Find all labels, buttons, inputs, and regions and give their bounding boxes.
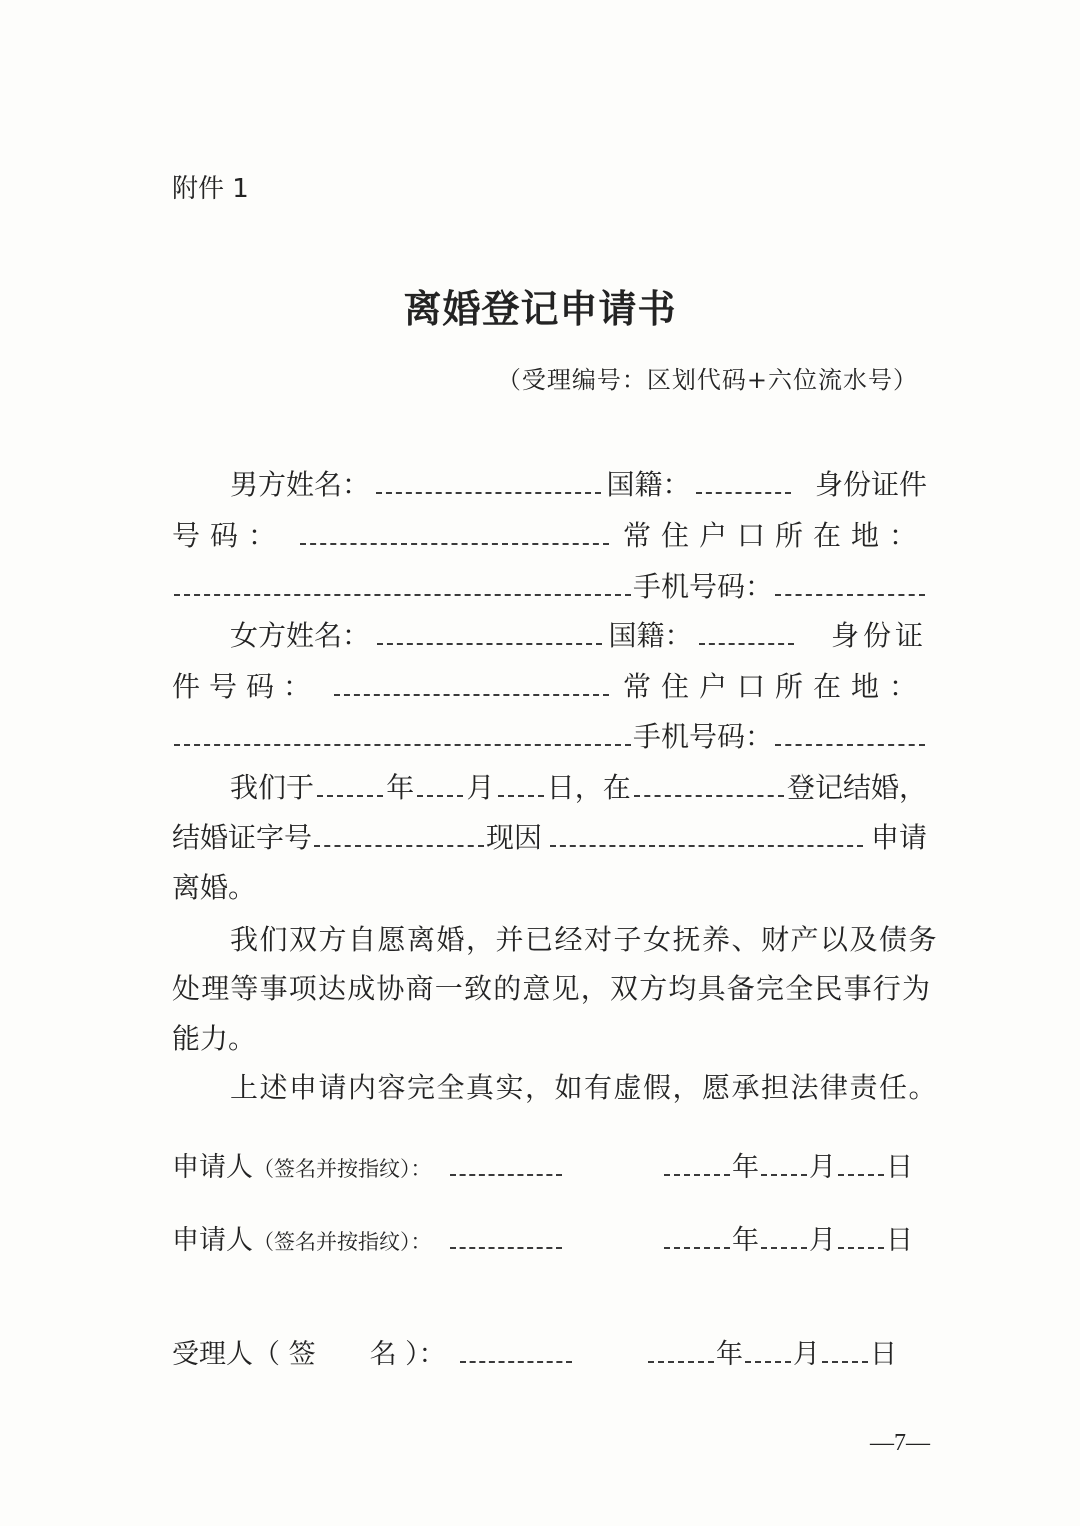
- male-row-2: [172, 516, 927, 556]
- female-nationality-label: 国籍：: [608, 619, 693, 652]
- male-name-label: 男方姓名：: [230, 468, 371, 501]
- female-id-label-b: 件号码：: [172, 670, 321, 703]
- male-phone-field[interactable]: [775, 578, 925, 596]
- day-label: 日: [886, 1225, 913, 1256]
- applicant-2-row: [172, 1221, 564, 1262]
- male-id-field[interactable]: [300, 527, 609, 545]
- male-residence-field[interactable]: [174, 578, 631, 596]
- marriage-cert-field[interactable]: [314, 829, 484, 847]
- marriage-registered-label: 登记结婚，: [786, 771, 927, 804]
- applicant-2-date: [662, 1221, 913, 1261]
- applicant-1-day-field[interactable]: [838, 1158, 884, 1176]
- male-id-label-b: 号码：: [172, 519, 287, 552]
- year-label: 年: [732, 1225, 759, 1256]
- female-name-field[interactable]: [377, 627, 602, 645]
- female-residence-field[interactable]: [174, 728, 631, 746]
- male-residence-label: 常住户口所在地：: [622, 519, 927, 552]
- clerk-row: [172, 1335, 574, 1375]
- female-nationality-field[interactable]: [699, 627, 794, 645]
- marriage-divorce-text: 离婚。: [172, 871, 257, 904]
- female-row-1: [230, 616, 927, 656]
- marriage-cert-label: 结婚证字号: [172, 821, 313, 854]
- applicant-2-day-field[interactable]: [838, 1231, 884, 1249]
- month-label: 月: [793, 1339, 820, 1370]
- acceptance-number-note: （受理编号：区划代码+六位流水号）: [496, 366, 918, 394]
- marriage-reason-label: 现因: [486, 821, 543, 854]
- marriage-year-field[interactable]: [317, 779, 383, 797]
- day-label: 日: [886, 1152, 913, 1183]
- female-phone-label: 手机号码：: [632, 720, 773, 753]
- month-label: 月: [809, 1225, 836, 1256]
- male-phone-label: 手机号码：: [632, 570, 773, 603]
- page-number: —7—: [870, 1430, 930, 1456]
- clerk-signature-field[interactable]: [460, 1345, 572, 1363]
- marriage-day-field[interactable]: [498, 779, 544, 797]
- marriage-place-field[interactable]: [634, 779, 784, 797]
- clerk-label: 受理人（ 签 名 ）：: [172, 1339, 446, 1370]
- applicant-1-note: （签名并按指纹）：: [253, 1157, 432, 1181]
- marriage-row-2: [172, 818, 927, 858]
- attachment-label: 附件 1: [172, 174, 249, 204]
- applicant-2-label: 申请人: [172, 1225, 253, 1256]
- marriage-row-1: [230, 768, 927, 808]
- male-id-label-a: 身份证件: [814, 468, 927, 501]
- clerk-month-field[interactable]: [745, 1345, 791, 1363]
- marriage-month-field[interactable]: [417, 779, 463, 797]
- applicant-1-signature-field[interactable]: [450, 1158, 562, 1176]
- female-name-label: 女方姓名：: [230, 619, 371, 652]
- applicant-1-date: [662, 1148, 913, 1188]
- male-nationality-field[interactable]: [696, 476, 791, 494]
- marriage-reason-field[interactable]: [550, 829, 863, 847]
- clerk-day-field[interactable]: [822, 1345, 868, 1363]
- statement-line-3: 能力。: [172, 1022, 257, 1055]
- marriage-apply-label: 申请: [870, 821, 927, 854]
- female-residence-label: 常住户口所在地：: [622, 670, 927, 703]
- applicant-1-row: [172, 1148, 564, 1189]
- female-row-2: [172, 667, 927, 707]
- male-row-1: [230, 465, 927, 505]
- month-label: 月: [809, 1152, 836, 1183]
- female-id-label-a: 身份证: [830, 619, 927, 652]
- applicant-2-year-field[interactable]: [664, 1231, 730, 1249]
- applicant-2-month-field[interactable]: [761, 1231, 807, 1249]
- declaration-text: 上述申请内容完全真实，如有虚假，愿承担法律责任。: [230, 1071, 939, 1104]
- applicant-2-signature-field[interactable]: [450, 1231, 562, 1249]
- male-nationality-label: 国籍：: [606, 468, 691, 501]
- statement-line-1: 我们双方自愿离婚，并已经对子女抚养、财产以及债务: [230, 923, 939, 956]
- statement-line-2: 处理等事项达成协商一致的意见，双方均具备完全民事行为: [172, 972, 932, 1005]
- female-phone-field[interactable]: [775, 728, 925, 746]
- male-row-3: [172, 567, 927, 607]
- page-title: 离婚登记申请书: [403, 287, 677, 331]
- day-label: 日: [870, 1339, 897, 1370]
- clerk-date: [646, 1335, 897, 1375]
- female-row-3: [172, 717, 927, 757]
- year-label: 年: [716, 1339, 743, 1370]
- year-label: 年: [732, 1152, 759, 1183]
- clerk-year-field[interactable]: [648, 1345, 714, 1363]
- male-name-field[interactable]: [376, 476, 601, 494]
- marriage-year-label: 年: [386, 771, 415, 804]
- marriage-day-label: 日，在: [546, 771, 631, 804]
- applicant-2-note: （签名并按指纹）：: [253, 1230, 432, 1254]
- marriage-we-on: 我们于: [230, 771, 315, 804]
- female-id-field[interactable]: [334, 678, 609, 696]
- applicant-1-year-field[interactable]: [664, 1158, 730, 1176]
- marriage-month-label: 月: [466, 771, 495, 804]
- applicant-1-month-field[interactable]: [761, 1158, 807, 1176]
- applicant-1-label: 申请人: [172, 1152, 253, 1183]
